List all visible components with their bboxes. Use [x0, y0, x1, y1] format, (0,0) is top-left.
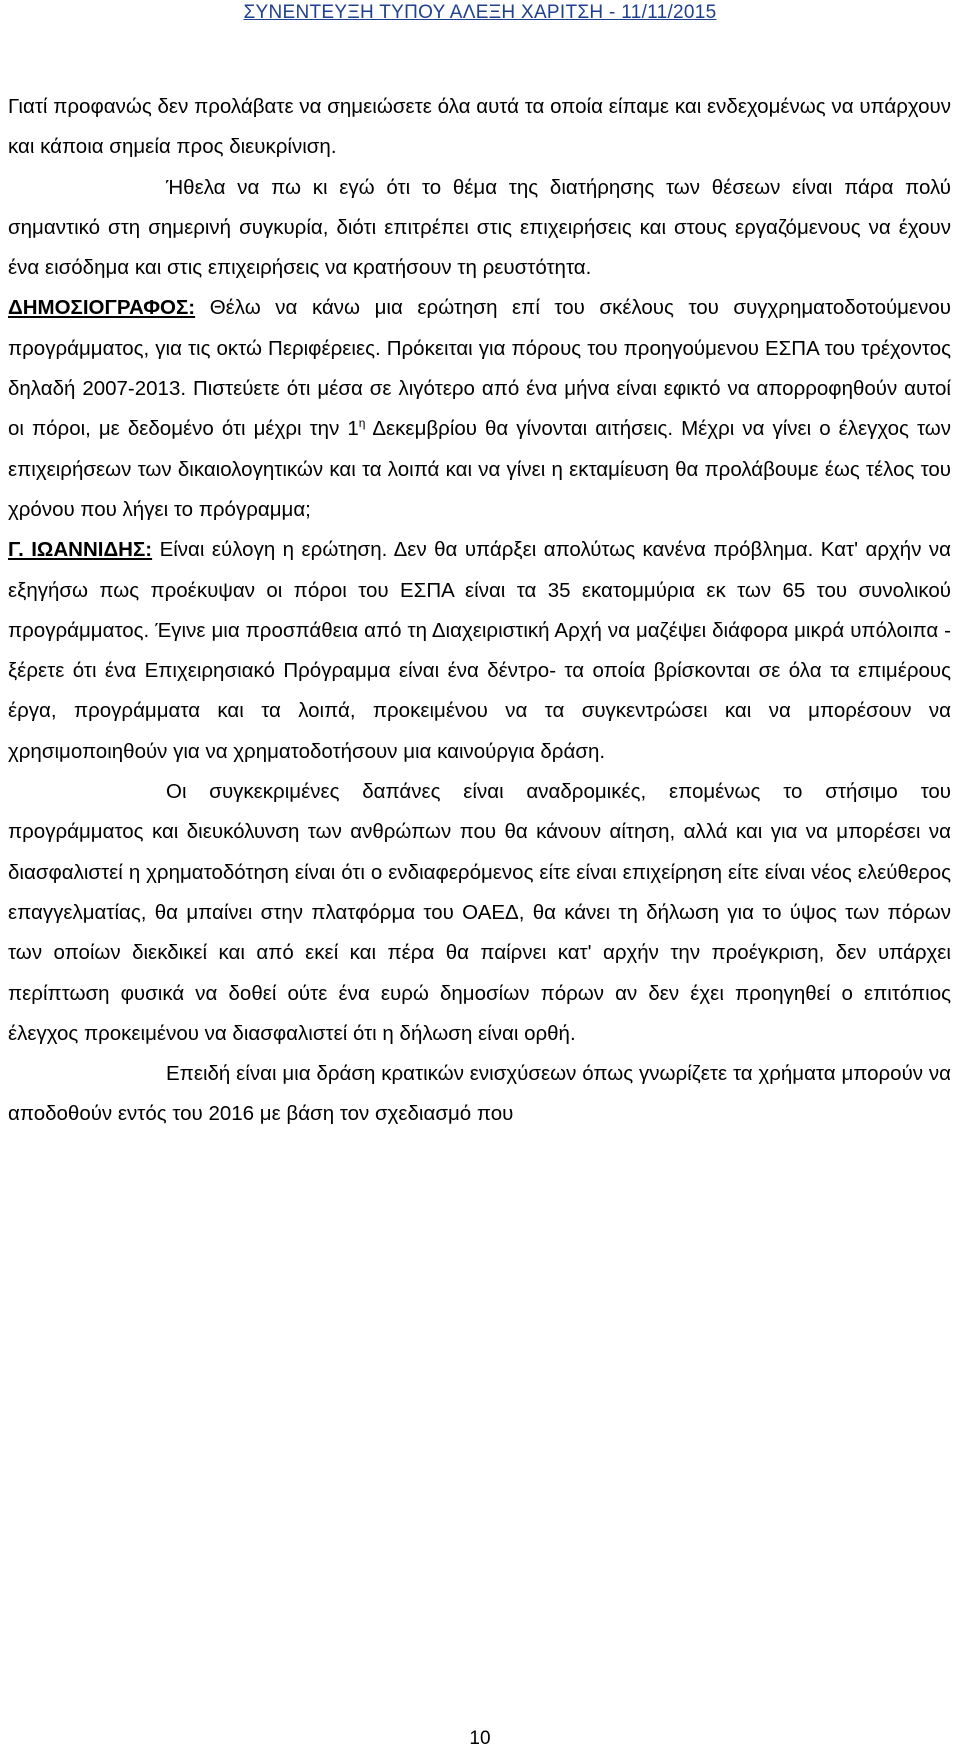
- question-text-part-2: Δεκεμβρίου θα γίνονται αιτήσεις. Μέχρι να γίνει ο έλεγχος των επιχειρήσεων των δικαιολογητικών και τα λοιπά και να γίνει η εκταμίευση θα προλάβουμε έως τέλος του χρόνου που λήγει το πρόγραμμα;: [8, 417, 952, 521]
- paragraph-1-text: Γιατί προφανώς δεν προλάβατε να σημειώσετε όλα αυτά τα οποία είπαμε και ενδεχομένως να υπάρχουν και κάποια σημεία προς διευκρίνιση.: [8, 95, 951, 159]
- ioannidis-answer: [8, 530, 951, 772]
- speaker-label-journalist: ΔΗΜΟΣΙΟΓΡΑΦΟΣ:: [8, 296, 196, 320]
- paragraph-6: [8, 1054, 951, 1135]
- journalist-question: [8, 288, 951, 530]
- paragraph-5-text: Οι συγκεκριμένες δαπάνες είναι αναδρομικές, επομένως το στήσιμο του προγράμματος και διευκόλυνση των ανθρώπων που θα κάνουν αίτηση, αλλά και για να μπορέσει να διασφαλιστεί η χρηματοδότηση είναι ότι ο ενδιαφερόμενος είτε είναι επιχείρηση είτε είναι νέος ελεύθερος επαγγελματίας, θα μπαίνει στην πλατφόρμα του ΟΑΕΔ, θα κάνει τη δήλωση για το ύψος των πόρων των οποίων διεκδικεί και από εκεί και πέρα θα παίρνει κατ' αρχήν την προέγκριση, δεν υπάρχει περίπτωση φυσικά να δοθεί ούτε ένα ευρώ δημοσίων πόρων αν δεν έχει προηγηθεί ο επιτόπιος έλεγχος προκειμένου να διασφαλιστεί ότι η δήλωση είναι ορθή.: [8, 780, 951, 1045]
- paragraph-6-text: Επειδή είναι μια δράση κρατικών ενισχύσεων όπως γνωρίζετε τα χρήματα μπορούν να αποδοθούν εντός του 2016 με βάση τον σχεδιασμό που: [8, 1062, 951, 1126]
- ordinal-superscript: η: [358, 416, 366, 431]
- paragraph-5: [8, 772, 951, 1054]
- paragraph-2: [8, 168, 951, 289]
- paragraph-2-text: Ήθελα να πω κι εγώ ότι το θέμα της διατήρησης των θέσεων είναι πάρα πολύ σημαντικό στη σημερινή συγκυρία, διότι επιτρέπει στις επιχειρήσεις και στους εργαζόμενους να έχουν ένα εισόδημα και στις επιχειρήσεις να κρατήσουν τη ρευστότητα.: [8, 175, 951, 280]
- document-body: [8, 87, 951, 1135]
- question-text-part-1: Θέλω να κάνω μια ερώτηση επί του σκέλους του συγχρηματοδοτούμενου προγράμματος, για τις οκτώ Περιφέρειες. Πρόκειται για πόρους του προηγούμενου ΕΣΠΑ του τρέχοντος δηλαδή 2007-2013. Πιστεύετε ότι μέσα σε λιγότερο από ένα μήνα είναι εφικτό να απορροφηθούν αυτοί οι πόροι, με δεδομένο ότι μέχρι την 1: [8, 296, 951, 441]
- page-number: 10: [469, 1728, 491, 1749]
- speaker-label-ioannidis: Γ. ΙΩΑΝΝΙΔΗΣ:: [8, 538, 153, 562]
- answer-text: Είναι εύλογη η ερώτηση. Δεν θα υπάρξει απολύτως κανένα πρόβλημα. Κατ' αρχήν να εξηγήσω πως προέκυψαν οι πόροι του ΕΣΠΑ είναι τα 35 εκατομμύρια εκ των 65 του συνολικού προγράμματος. Έγινε μια προσπάθεια από τη Διαχειριστική Αρχή να μαζέψει διάφορα μικρά υπόλοιπα - ξέρετε ότι ένα Επιχειρησιακό Πρόγραμμα είναι ένα δέντρο- τα οποία βρίσκονται σε όλα τα επιμέρους έργα, προγράμματα και τα λοιπά, προκειμένου να τα συγκεντρώσει και να μπορέσουν να χρησιμοποιηθούν για να χρηματοδοτήσουν μια καινούργια δράση.: [8, 538, 951, 763]
- page-header-title: ΣΥΝΕΝΤΕΥΞΗ ΤΥΠΟΥ ΑΛΕΞΗ ΧΑΡΙΤΣΗ - 11/11/2015: [243, 2, 717, 23]
- paragraph-1: [8, 87, 951, 168]
